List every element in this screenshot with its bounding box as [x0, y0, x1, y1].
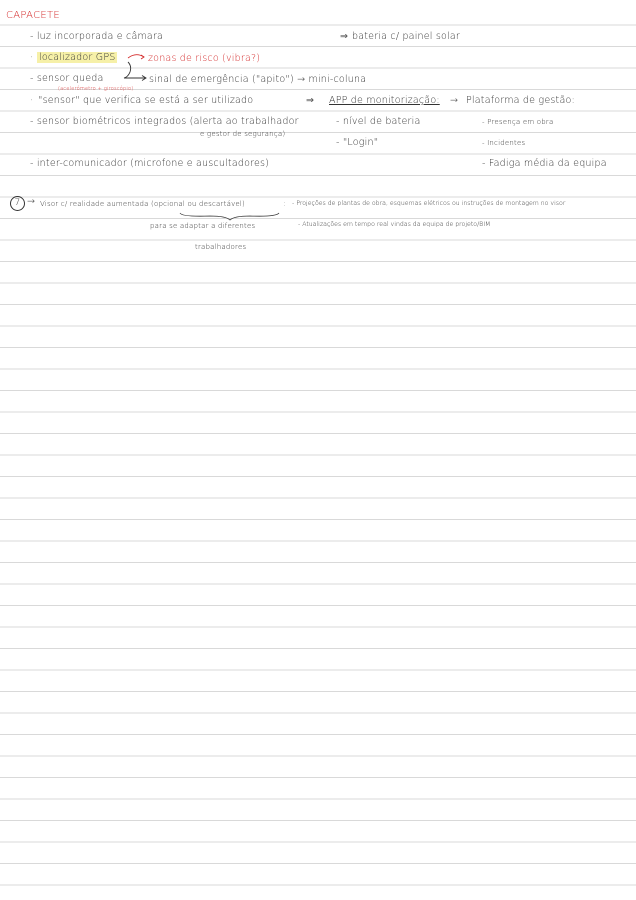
bullet-dot: · [30, 95, 34, 106]
colon: : [283, 200, 286, 208]
note-line-biometricos: - sensor biométricos integrados (alerta ao trabalhador [30, 116, 299, 127]
note-line-sensor-uso: "sensor" que verifica se está a ser utilizado [38, 95, 254, 106]
page-title: CAPACETE [6, 10, 61, 21]
circled-number: 7 [10, 196, 25, 211]
note-line-inter: - inter-comunicador (microfone e auscultadores) [30, 158, 270, 169]
note-line-plataforma: Plataforma de gestão: [466, 95, 575, 106]
note-line-sinal: sinal de emergência ("apito") → mini-coluna [149, 74, 367, 85]
note-line-login: - "Login" [336, 137, 379, 148]
note-line-nivel: - nível de bateria [336, 116, 421, 127]
note-line-visor-3: trabalhadores [195, 243, 247, 251]
note-line-visor-2: para se adaptar a diferentes [150, 222, 256, 230]
note-line-projecoes: - Projeções de plantas de obra, esquemas elétricos ou instruções de montagem no visor [292, 200, 566, 207]
note-line-biometricos-2: e gestor de segurança) [200, 130, 286, 138]
note-line-gps: localizador GPS [39, 52, 116, 63]
arrow-icon: → [27, 196, 36, 207]
note-line-bateria: bateria c/ painel solar [352, 31, 460, 42]
arrow-icon: → [450, 95, 459, 106]
note-line-visor: Visor c/ realidade aumentada (opcional ou descartável) [40, 200, 245, 208]
note-line-app: APP de monitorização: [329, 95, 440, 106]
note-line-presenca: - Presença em obra [482, 118, 554, 126]
note-line-zonas: zonas de risco (vibra?) [148, 53, 261, 64]
note-line-queda: - sensor queda [30, 73, 104, 84]
arrow-icon: ⇒ [306, 95, 315, 106]
arrow-icon: ⇒ [340, 31, 349, 42]
note-line-atualizacoes: - Atualizações em tempo real vindas da equipa de projeto/BIM [298, 221, 491, 228]
note-line-luz: - luz incorporada e câmara [30, 31, 164, 42]
note-line-fadiga: - Fadiga média da equipa [482, 158, 607, 169]
note-queda-detail: (acelerómetro + giroscópio) [58, 86, 134, 92]
note-line-incidentes: - Incidentes [482, 139, 526, 147]
bullet-dot: · [30, 52, 34, 63]
